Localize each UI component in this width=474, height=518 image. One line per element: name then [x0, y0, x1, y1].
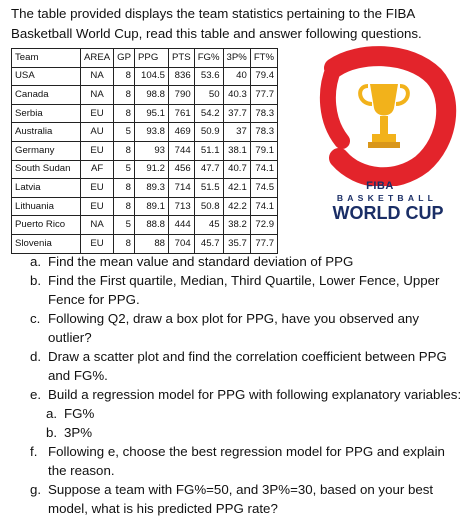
question-item [30, 480, 466, 518]
question-item [30, 271, 466, 309]
fiba-wordmark: FIBA [366, 180, 394, 192]
table-cell: South Sudan [12, 160, 81, 179]
table-cell: 5 [114, 216, 135, 235]
table-cell: 77.7 [250, 86, 277, 105]
column-header: PTS [169, 49, 195, 68]
table-cell: 40.3 [223, 86, 250, 105]
question-text: Suppose a team with FG%=50, and 3P%=30, based on your best model, what is his predicted PPG rate? [48, 482, 434, 516]
sub-question-label: b. [46, 425, 58, 440]
table-cell: 74.1 [250, 197, 277, 216]
question-text: Build a regression model for PPG with following explanatory variables: [48, 387, 462, 402]
table-row [12, 179, 278, 198]
question-label: a. [30, 254, 42, 269]
question-label: c. [30, 311, 41, 326]
table-cell: 89.1 [135, 197, 169, 216]
question-item [30, 442, 466, 480]
table-cell: 93.8 [135, 123, 169, 142]
question-item [30, 252, 466, 271]
table-cell: 50.9 [194, 123, 223, 142]
table-cell: 53.6 [194, 67, 223, 86]
basketball-wordmark: BASKETBALL [336, 193, 438, 203]
table-cell: 761 [169, 104, 195, 123]
table-cell: 744 [169, 141, 195, 160]
table-cell: Canada [12, 86, 81, 105]
table-row [12, 216, 278, 235]
table-cell: 8 [114, 234, 135, 253]
table-cell: 42.1 [223, 179, 250, 198]
table-row [12, 123, 278, 142]
table-cell: 444 [169, 216, 195, 235]
table-cell: Serbia [12, 104, 81, 123]
question-text: Following Q2, draw a box plot for PPG, have you observed any outlier? [48, 311, 420, 345]
table-row [12, 104, 278, 123]
sub-question-text: 3P% [64, 425, 93, 440]
table-cell: 8 [114, 197, 135, 216]
table-header-row [12, 49, 278, 68]
table-row [12, 141, 278, 160]
table-cell: 72.9 [250, 216, 277, 235]
table-cell: 704 [169, 234, 195, 253]
table-cell: 456 [169, 160, 195, 179]
table-cell: 40 [223, 67, 250, 86]
table-cell: 42.2 [223, 197, 250, 216]
table-row [12, 86, 278, 105]
table-cell: 47.7 [194, 160, 223, 179]
team-stats-table [11, 48, 278, 254]
table-cell: 54.2 [194, 104, 223, 123]
column-header: PPG [135, 49, 169, 68]
question-text: Draw a scatter plot and find the correlation coefficient between PPG and FG%. [48, 349, 447, 383]
table-row [12, 197, 278, 216]
table-cell: 38.2 [223, 216, 250, 235]
table-cell: 51.1 [194, 141, 223, 160]
table-cell: 91.2 [135, 160, 169, 179]
sub-question-item [30, 404, 466, 423]
table-cell: 89.3 [135, 179, 169, 198]
table-cell: 74.5 [250, 179, 277, 198]
table-cell: Australia [12, 123, 81, 142]
column-header: GP [114, 49, 135, 68]
table-cell: 37 [223, 123, 250, 142]
world-cup-emblem-icon [304, 46, 464, 186]
question-item [30, 385, 466, 404]
table-cell: 74.1 [250, 160, 277, 179]
table-cell: 790 [169, 86, 195, 105]
table-cell: EU [81, 234, 114, 253]
sub-question-item [30, 423, 466, 442]
questions-list [30, 252, 466, 518]
table-cell: 104.5 [135, 67, 169, 86]
column-header: FG% [194, 49, 223, 68]
question-text: Following e, choose the best regression model for PPG and explain the reason. [48, 444, 445, 478]
table-cell: Puerto Rico [12, 216, 81, 235]
table-cell: 35.7 [223, 234, 250, 253]
table-cell: 45.7 [194, 234, 223, 253]
table-row [12, 234, 278, 253]
table-cell: Lithuania [12, 197, 81, 216]
table-cell: 78.3 [250, 123, 277, 142]
question-item [30, 309, 466, 347]
table-cell: USA [12, 67, 81, 86]
question-item [30, 347, 466, 385]
table-cell: EU [81, 179, 114, 198]
table-cell: AF [81, 160, 114, 179]
table-cell: NA [81, 86, 114, 105]
sub-question-text: FG% [64, 406, 95, 421]
table-cell: EU [81, 104, 114, 123]
table-cell: EU [81, 197, 114, 216]
table-cell: 714 [169, 179, 195, 198]
question-label: f. [30, 444, 38, 459]
table-cell: 8 [114, 141, 135, 160]
table-cell: 88 [135, 234, 169, 253]
table-cell: 469 [169, 123, 195, 142]
table-cell: Germany [12, 141, 81, 160]
table-cell: 79.4 [250, 67, 277, 86]
table-cell: 8 [114, 104, 135, 123]
question-label: b. [30, 273, 42, 288]
table-cell: 77.7 [250, 234, 277, 253]
table-cell: AU [81, 123, 114, 142]
column-header: AREA [81, 49, 114, 68]
column-header: Team [12, 49, 81, 68]
question-label: g. [30, 482, 42, 497]
table-cell: 78.3 [250, 104, 277, 123]
table-cell: NA [81, 67, 114, 86]
table-row [12, 67, 278, 86]
table-cell: 50.8 [194, 197, 223, 216]
table-cell: 79.1 [250, 141, 277, 160]
table-cell: 98.8 [135, 86, 169, 105]
question-text: Find the First quartile, Median, Third Quartile, Lower Fence, Upper Fence for PPG. [48, 273, 440, 307]
table-cell: 38.1 [223, 141, 250, 160]
table-cell: 50 [194, 86, 223, 105]
table-cell: 45 [194, 216, 223, 235]
table-cell: 88.8 [135, 216, 169, 235]
table-cell: 5 [114, 123, 135, 142]
table-cell: 836 [169, 67, 195, 86]
table-cell: 5 [114, 160, 135, 179]
table-cell: 8 [114, 86, 135, 105]
intro-paragraph: The table provided displays the team statistics pertaining to the FIBA Basketball World Cup, read this table and answer following questions. [11, 6, 422, 41]
world-cup-wordmark: WORLD CUP [332, 203, 444, 223]
table-cell: 8 [114, 179, 135, 198]
column-header: FT% [250, 49, 277, 68]
column-header: 3P% [223, 49, 250, 68]
table-cell: Latvia [12, 179, 81, 198]
table-cell: Slovenia [12, 234, 81, 253]
question-label: d. [30, 349, 42, 364]
question-label: e. [30, 387, 42, 402]
table-cell: 51.5 [194, 179, 223, 198]
table-row [12, 160, 278, 179]
sub-question-label: a. [46, 406, 58, 421]
table-cell: 40.7 [223, 160, 250, 179]
table-cell: EU [81, 141, 114, 160]
table-cell: 37.7 [223, 104, 250, 123]
table-cell: NA [81, 216, 114, 235]
table-cell: 713 [169, 197, 195, 216]
table-cell: 95.1 [135, 104, 169, 123]
question-text: Find the mean value and standard deviation of PPG [48, 254, 354, 269]
table-cell: 93 [135, 141, 169, 160]
table-cell: 8 [114, 67, 135, 86]
